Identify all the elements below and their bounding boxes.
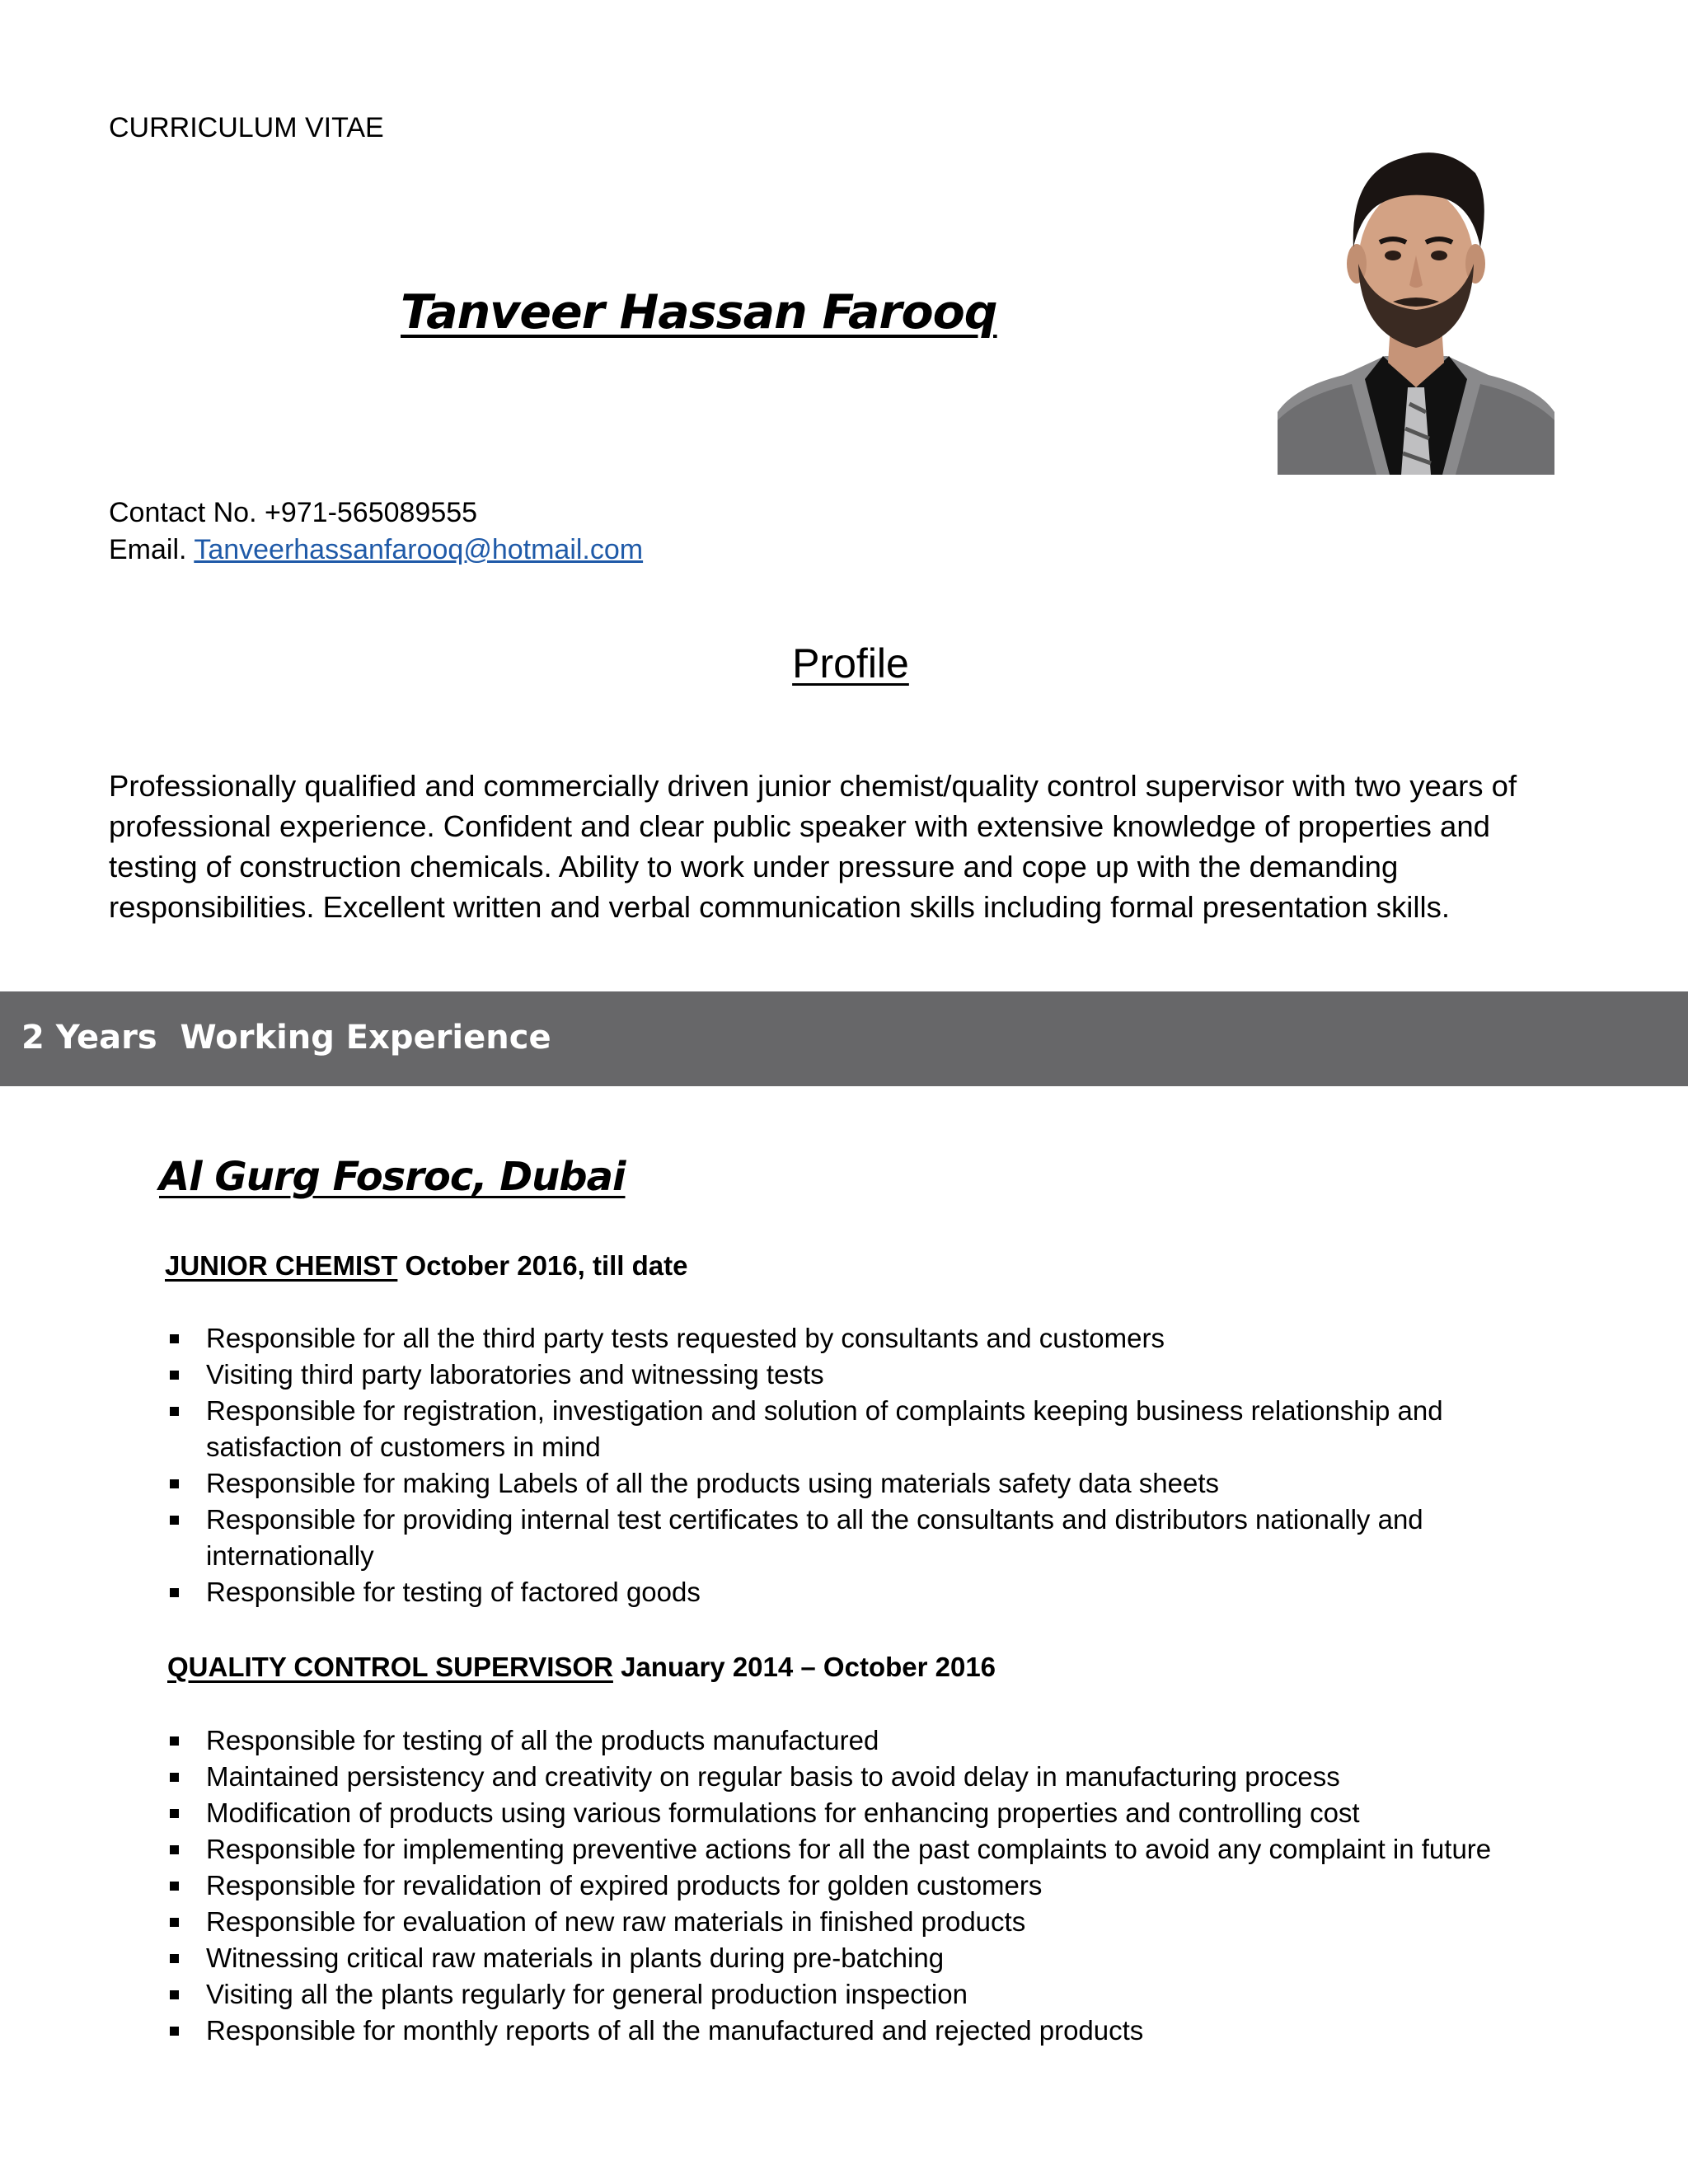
role-period: January 2014 – October 2016 — [621, 1652, 996, 1682]
list-item — [165, 1976, 1550, 2013]
list-item — [165, 1722, 1550, 1759]
duty-text: Responsible for registration, investigation and solution of complaints keeping business relationship and satisfaction of customers in mind — [206, 1395, 1443, 1462]
duty-text: Witnessing critical raw materials in plants during pre-batching — [206, 1943, 945, 1973]
list-item — [165, 1574, 1550, 1610]
list-item — [165, 1940, 1550, 1976]
duty-text: Responsible for testing of factored goods — [206, 1577, 701, 1607]
profile-summary: Professionally qualified and commercially driven junior chemist/quality control supervisor with two years of professional experience. Confident and clear public speaker with extensive knowledge of properties and testing of construction chemicals. Ability to work under pressure and cope up with the demanding responsibilities. Excellent written and verbal communication skills including formal presentation skills. — [109, 769, 1517, 924]
list-item — [165, 1868, 1550, 1904]
bullet-icon — [170, 1954, 179, 1963]
list-item — [165, 1759, 1550, 1795]
contact-email-line — [109, 532, 643, 569]
company-name: Al Gurg Fosroc, Dubai — [159, 1154, 626, 1200]
duty-text: Responsible for implementing preventive actions for all the past complaints to avoid any complaint in future — [206, 1834, 1492, 1864]
duty-text: Responsible for all the third party tests requested by consultants and customers — [206, 1323, 1165, 1353]
profile-heading: Profile — [792, 640, 909, 687]
phone-number: +971-565089555 — [264, 497, 478, 528]
duty-text: Responsible for making Labels of all the products using materials safety data sheets — [206, 1468, 1220, 1498]
contact-phone-line — [109, 494, 643, 532]
bullet-icon — [170, 1773, 179, 1782]
profile-photo — [1278, 140, 1554, 475]
list-item — [165, 1831, 1550, 1868]
list-item — [165, 1393, 1550, 1465]
duty-text: Responsible for testing of all the products manufactured — [206, 1725, 879, 1755]
bullet-icon — [170, 1809, 179, 1818]
duty-text: Responsible for providing internal test certificates to all the consultants and distributors nationally and internationally — [206, 1504, 1423, 1571]
bullet-icon — [170, 1990, 179, 1999]
duty-text: Responsible for monthly reports of all the manufactured and rejected products — [206, 2015, 1144, 2046]
experience-banner — [0, 991, 1688, 1086]
bullet-icon — [170, 1371, 179, 1380]
duty-text: Visiting third party laboratories and witnessing tests — [206, 1359, 824, 1390]
list-item — [165, 1904, 1550, 1940]
bullet-icon — [170, 1588, 179, 1597]
bullet-icon — [170, 1334, 179, 1343]
email-label: Email. — [109, 534, 187, 565]
bullet-icon — [170, 2027, 179, 2036]
role-heading — [167, 1652, 996, 1683]
duty-text: Visiting all the plants regularly for general production inspection — [206, 1979, 968, 2009]
list-item — [165, 1502, 1550, 1574]
bullet-icon — [170, 1407, 179, 1416]
list-item — [165, 1357, 1550, 1393]
bullet-icon — [170, 1918, 179, 1927]
bullet-icon — [170, 1882, 179, 1891]
duties-list — [165, 1722, 1550, 2049]
bullet-icon — [170, 1516, 179, 1525]
role-heading — [165, 1250, 688, 1282]
candidate-name: Tanveer Hassan Farooq — [401, 285, 997, 340]
duty-text: Responsible for revalidation of expired products for golden customers — [206, 1870, 1043, 1900]
contact-label: Contact No. — [109, 497, 257, 528]
email-link[interactable]: Tanveerhassanfarooq@hotmail.com — [194, 534, 644, 565]
list-item — [165, 1795, 1550, 1831]
role-title: JUNIOR CHEMIST — [165, 1250, 398, 1281]
duties-list — [165, 1320, 1550, 1610]
bullet-icon — [170, 1479, 179, 1488]
document-label: CURRICULUM VITAE — [109, 112, 384, 143]
duty-text: Maintained persistency and creativity on regular basis to avoid delay in manufacturing process — [206, 1761, 1340, 1792]
role-period: October 2016, till date — [405, 1250, 688, 1281]
role-title: QUALITY CONTROL SUPERVISOR — [167, 1652, 613, 1682]
bullet-icon — [170, 1845, 179, 1854]
list-item — [165, 2013, 1550, 2049]
bullet-icon — [170, 1736, 179, 1746]
list-item — [165, 1465, 1550, 1502]
contact-block — [109, 494, 643, 569]
duty-text: Modification of products using various formulations for enhancing properties and controlling cost — [206, 1797, 1360, 1828]
list-item — [165, 1320, 1550, 1357]
experience-banner-title: 2 Years Working Experience — [21, 1019, 551, 1057]
duty-text: Responsible for evaluation of new raw materials in finished products — [206, 1906, 1026, 1937]
